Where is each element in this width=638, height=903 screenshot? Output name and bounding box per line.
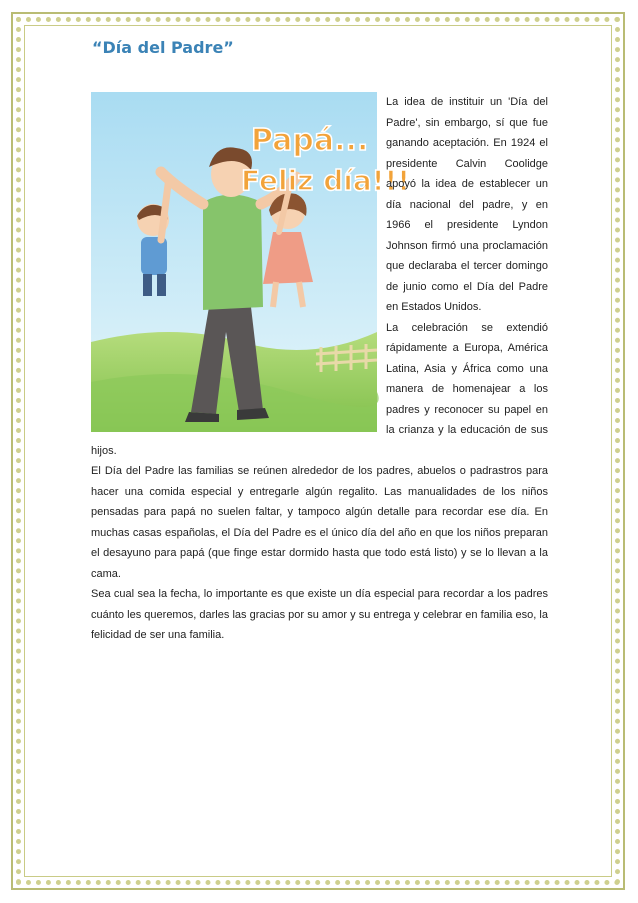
illustration-line-1: Papá...	[251, 123, 369, 158]
paragraph-1	[91, 92, 548, 318]
illustration-line-2: Feliz día!!!	[241, 164, 411, 197]
document-body	[91, 92, 548, 646]
paragraph-3: El Día del Padre las familias se reúnen alrededor de los padres, abuelos o padrastros para hacer una comida especial y entregarle algún regalito. Las manualidades de los niños pensadas para papá no suelen faltar, y tampoco algún detalle para recordar ese día. En muchas casas españolas, el Día del Padre es el único día del año en que los niños preparan el desayuno para papá (que finge estar dormido hasta que todo está listo) y se lo llevan a la cama.	[91, 465, 548, 580]
paragraph-4: Sea cual sea la fecha, lo importante es que existe un día especial para recordar a los padres cuánto les queremos, darles las gracias por su amor y su entrega y celebrar en familia eso, la felicidad de ser una familia.	[91, 588, 548, 641]
document-title: “Día del Padre”	[92, 38, 234, 57]
paragraph-1-text: La idea de instituir un 'Día del Padre', sin embargo, sí que fue ganando aceptación. En 1924 el presidente Calvin Coolidge apoyó la idea de establecer un día nacional del padre, y en 1966 el presidente Lyndon Johnson firmó una proclamación que declaraba el tercer domingo de junio como el Día del Padre en Estados Unidos.	[386, 96, 548, 313]
paragraph-2: La celebración se extendió rápidamente a Europa, América Latina, Asia y África como una manera de homenajear a los padres y reconocer su papel en la crianza y la educación de sus hijos.	[91, 321, 548, 457]
fathers-day-illustration	[91, 92, 411, 432]
